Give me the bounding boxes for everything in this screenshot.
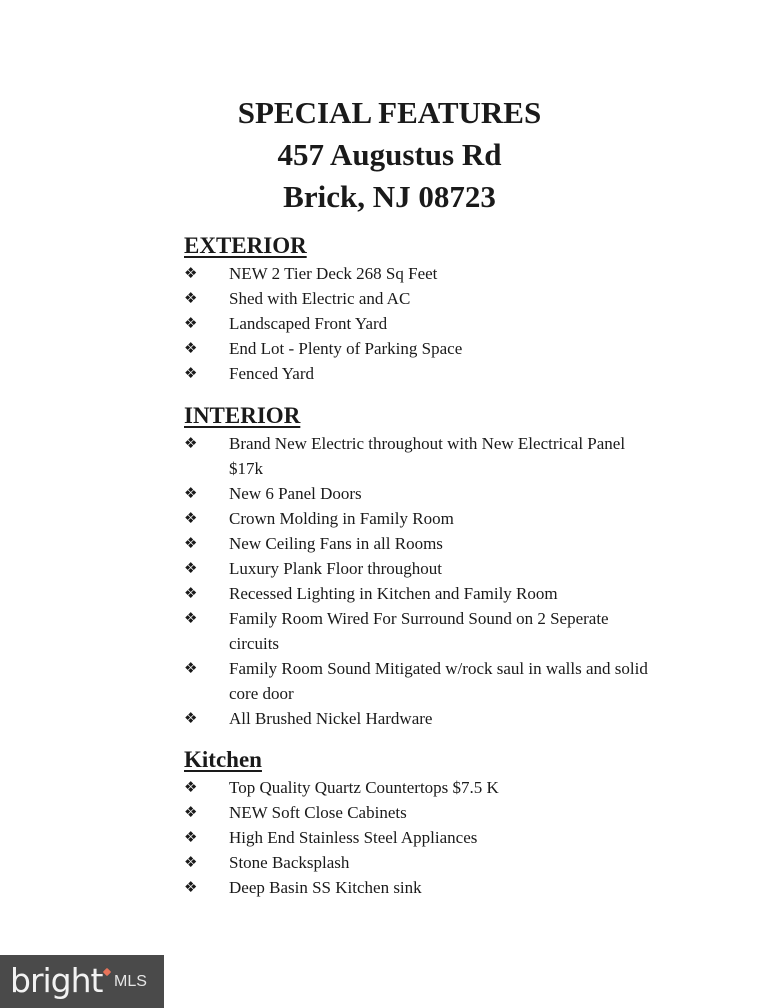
feature-item xyxy=(184,481,654,506)
feature-item xyxy=(184,506,654,531)
feature-item xyxy=(184,800,654,825)
exterior-heading: EXTERIOR xyxy=(184,233,307,258)
feature-item xyxy=(184,361,654,386)
diamond-bullet-icon: ❖ xyxy=(184,264,198,282)
bright-mls-logo xyxy=(0,955,164,1008)
title-block xyxy=(0,92,779,218)
diamond-bullet-icon: ❖ xyxy=(184,289,198,307)
feature-item xyxy=(184,775,654,800)
feature-text: Luxury Plank Floor throughout xyxy=(229,559,442,578)
feature-text: New 6 Panel Doors xyxy=(229,484,362,503)
feature-item xyxy=(184,875,654,900)
feature-text: High End Stainless Steel Appliances xyxy=(229,828,478,847)
logo-suffix: MLS xyxy=(114,973,147,990)
feature-text: Brand New Electric throughout with New Electrical Panel $17k xyxy=(229,434,626,478)
interior-heading: INTERIOR xyxy=(184,403,301,428)
feature-text: Top Quality Quartz Countertops $7.5 K xyxy=(229,778,499,797)
feature-text: Fenced Yard xyxy=(229,364,314,383)
logo-accent-icon xyxy=(103,968,111,976)
feature-text: Landscaped Front Yard xyxy=(229,314,388,333)
feature-item xyxy=(184,261,654,286)
feature-item xyxy=(184,431,654,481)
diamond-bullet-icon: ❖ xyxy=(184,878,198,896)
diamond-bullet-icon: ❖ xyxy=(184,584,198,602)
feature-text: Family Room Wired For Surround Sound on 2 Seperate circuits xyxy=(229,609,609,653)
diamond-bullet-icon: ❖ xyxy=(184,803,198,821)
feature-item xyxy=(184,706,654,731)
feature-text: Shed with Electric and AC xyxy=(229,289,411,308)
feature-item xyxy=(184,656,654,706)
feature-item xyxy=(184,286,654,311)
feature-item xyxy=(184,581,654,606)
kitchen-section xyxy=(184,746,654,900)
interior-feature-list xyxy=(184,431,654,731)
diamond-bullet-icon: ❖ xyxy=(184,509,198,527)
logo-word: bright xyxy=(10,961,103,1000)
feature-text: Crown Molding in Family Room xyxy=(229,509,454,528)
diamond-bullet-icon: ❖ xyxy=(184,559,198,577)
feature-text: Stone Backsplash xyxy=(229,853,350,872)
kitchen-heading: Kitchen xyxy=(184,747,262,772)
feature-text: Recessed Lighting in Kitchen and Family Room xyxy=(229,584,558,603)
feature-text: All Brushed Nickel Hardware xyxy=(229,709,433,728)
feature-text: NEW Soft Close Cabinets xyxy=(229,803,407,822)
diamond-bullet-icon: ❖ xyxy=(184,314,198,332)
diamond-bullet-icon: ❖ xyxy=(184,339,198,357)
exterior-feature-list xyxy=(184,261,654,386)
address-street: 457 Augustus Rd xyxy=(277,137,502,172)
diamond-bullet-icon: ❖ xyxy=(184,609,198,627)
kitchen-feature-list xyxy=(184,775,654,900)
address-city: Brick, NJ 08723 xyxy=(283,179,496,214)
feature-text: Deep Basin SS Kitchen sink xyxy=(229,878,422,897)
feature-text: End Lot - Plenty of Parking Space xyxy=(229,339,463,358)
diamond-bullet-icon: ❖ xyxy=(184,709,198,727)
feature-item xyxy=(184,556,654,581)
feature-item xyxy=(184,606,654,656)
diamond-bullet-icon: ❖ xyxy=(184,434,198,452)
diamond-bullet-icon: ❖ xyxy=(184,484,198,502)
diamond-bullet-icon: ❖ xyxy=(184,534,198,552)
feature-item xyxy=(184,850,654,875)
page-title: SPECIAL FEATURES xyxy=(237,95,542,130)
diamond-bullet-icon: ❖ xyxy=(184,659,198,677)
feature-item xyxy=(184,531,654,556)
feature-item xyxy=(184,825,654,850)
feature-item xyxy=(184,311,654,336)
interior-section xyxy=(184,402,654,731)
diamond-bullet-icon: ❖ xyxy=(184,828,198,846)
feature-text: NEW 2 Tier Deck 268 Sq Feet xyxy=(229,264,438,283)
exterior-section xyxy=(184,232,654,386)
diamond-bullet-icon: ❖ xyxy=(184,853,198,871)
diamond-bullet-icon: ❖ xyxy=(184,364,198,382)
feature-text: Family Room Sound Mitigated w/rock saul in walls and solid core door xyxy=(229,659,648,703)
feature-item xyxy=(184,336,654,361)
diamond-bullet-icon: ❖ xyxy=(184,778,198,796)
feature-text: New Ceiling Fans in all Rooms xyxy=(229,534,443,553)
